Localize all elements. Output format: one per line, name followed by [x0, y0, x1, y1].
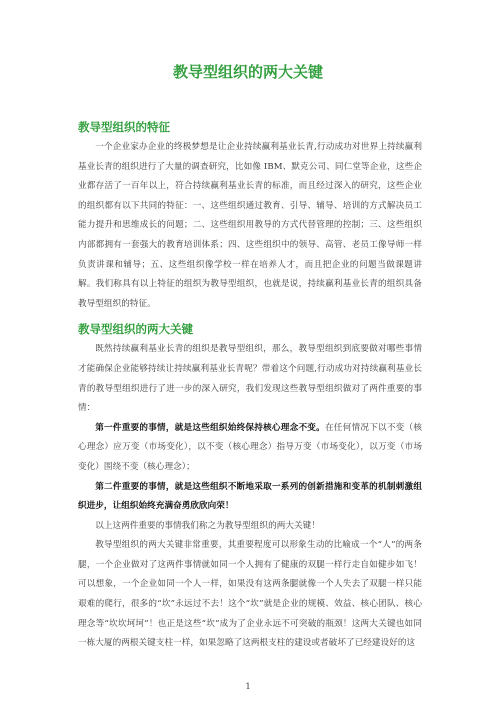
- document-title: 教导型组织的两大关键: [172, 63, 323, 81]
- section-two-keys-intro: 既然持续赢利基业长青的组织是教导型组织，那么，教导型组织到底要做对哪些事情才能确保企业能够持续让持续赢利基业长青呢？带着这个问题,行动成功对持续赢利基业长青的教导型组织进行了进一步的深入研究，我们发现这些教导型组织做对了两件重要的事情：: [78, 344, 422, 414]
- section-features-paragraph: 一个企业家办企业的终极梦想是让企业持续赢利基业长青,行动成功对世界上持续赢利基业长青的组织进行了大量的调查研究，比如像 IBM、默克公司、同仁堂等企业，这些企业都存活了一百年以上，符合持续赢利基业长青的标准，而且经过深入的研究，这些企业的组织都有以下共同的特征：一、这些组织通过教育、引导、辅导、培训的方式解决员工能力提升和思维成长的问题；二、这些组织用教导的方式代替管理的控制；三、这些组织内部都拥有一套强大的教育培训体系；四、这些组织中的领导、高管、老员工像导师一样负责讲课和辅导；五、这些组织像学校一样在培养人才，而且把企业的问题当做课题讲解。我们称具有以上特征的组织为教导型组织，也就是说，持续赢利基业长青的组织具备教导型组织的特征。: [78, 142, 422, 309]
- summary-paragraph: 以上这两件重要的事情我们称之为教导型组织的两大关键！: [95, 520, 320, 531]
- section-heading-features: 教导型组织的特征: [78, 120, 170, 134]
- page-number: 1: [245, 682, 251, 691]
- second-key-paragraph: 第二件重要的事情，就是这些组织不断地采取一系列的创新措施和变革的机制刺激组织进步，让组织始终充满奋勇欣欣向荣！: [78, 481, 422, 512]
- first-key-paragraph: [78, 419, 422, 478]
- document-body: [78, 118, 422, 654]
- first-key-bold: 第一件重要的事情，就是这些组织始终保持核心理念不变。: [95, 422, 325, 433]
- first-key-text: 在任何情况下以不变（核心理念）应万变（市场变化），以不变（核心理念）指导万变（市场变化），以万变（市场变化）围绕不变（核心理念）；: [78, 422, 422, 472]
- analogy-paragraph: 教导型组织的两大关键非常重要，其重要程度可以形象生动的比喻成一个“人”的两条腿，一个企业做对了这两件事情就如同一个人拥有了健康的双腿一样行走自如健步如飞！可以想象，一个企业如同一个人一样，如果没有这两条腿就像一个人失去了双腿一样只能艰难的爬行，很多的“坎”永远过不去！这个“坎”就是企业的规模、效益、核心团队、核心理念等“坎坎坷坷”！也正是这些“坎”成为了企业永远不可突破的瓶颈！这两大关键也如同一栋大厦的两根关键支柱一样，如果忽略了这两根支柱的建设或者破坏了已经建设好的这: [78, 540, 422, 649]
- section-heading-two-keys: 教导型组织的两大关键: [78, 322, 193, 337]
